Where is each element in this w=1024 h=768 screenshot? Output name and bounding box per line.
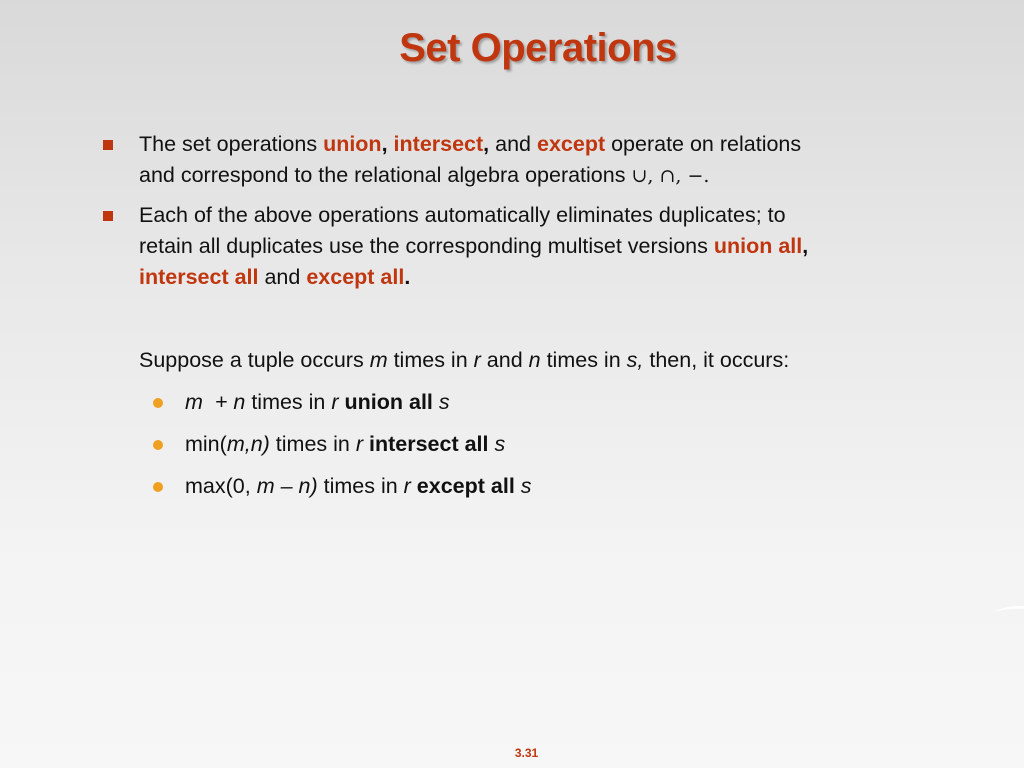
expression: m,n) <box>226 432 270 456</box>
function-name: max(0, <box>185 474 257 498</box>
bullet-2-line-2: retain all duplicates use the corresponding multiset versions <box>139 234 714 258</box>
keyword-union: union <box>323 132 382 156</box>
list-item-union-all <box>185 387 885 417</box>
var-s: s <box>520 474 532 498</box>
operator: intersect all <box>363 432 495 456</box>
comma: , <box>802 234 809 258</box>
period: . <box>404 265 411 289</box>
note-text-part: and <box>480 348 529 372</box>
decorative-swoosh-icon <box>990 603 1024 617</box>
var-s: s <box>494 432 506 456</box>
var-n: n <box>528 348 541 372</box>
bullet-1-line-2: and correspond to the relational algebra operations <box>139 163 632 187</box>
square-bullet-icon <box>103 140 113 150</box>
relational-algebra-symbols: ∪, ∩, −. <box>631 165 710 187</box>
var-r: r <box>473 348 481 372</box>
round-bullet-icon <box>153 482 163 492</box>
var-s: s <box>438 390 450 414</box>
keyword-except-all: except all <box>306 265 405 289</box>
note-text-part: then, it occurs: <box>643 348 790 372</box>
list-item-intersect-all <box>185 429 885 459</box>
note-text-part: times in <box>387 348 474 372</box>
keyword-intersect-all: intersect all <box>139 265 259 289</box>
expression: m – n) <box>256 474 318 498</box>
bullet-1-text-part: operate on relations <box>605 132 802 156</box>
var-s: s, <box>626 348 644 372</box>
page-number: 3.31 <box>514 746 539 760</box>
list-item-text: times in <box>245 390 332 414</box>
var-r: r <box>331 390 339 414</box>
list-item-text: times in <box>269 432 356 456</box>
var-r: r <box>403 474 411 498</box>
var-m: m <box>369 348 388 372</box>
bullet-2-line-1: Each of the above operations automatically eliminates duplicates; to <box>139 203 786 227</box>
note-text-part: Suppose a tuple occurs <box>139 348 370 372</box>
keyword-except: except <box>536 132 606 156</box>
expression: m + n <box>185 390 246 414</box>
function-name: min( <box>185 432 227 456</box>
note-text <box>139 345 969 376</box>
square-bullet-icon <box>103 211 113 221</box>
operator: except all <box>410 474 521 498</box>
operator: union all <box>338 390 439 414</box>
comma: , <box>483 132 490 156</box>
bullet-2-text <box>139 200 969 293</box>
note-text-part: times in <box>540 348 627 372</box>
bullet-1-text <box>139 129 969 192</box>
bullet-1-text-part: The set operations <box>139 132 324 156</box>
bullet-1-text-part: and <box>489 132 537 156</box>
var-r: r <box>355 432 364 456</box>
comma: , <box>381 132 388 156</box>
round-bullet-icon <box>153 398 163 408</box>
keyword-union-all: union all <box>713 234 803 258</box>
round-bullet-icon <box>153 440 163 450</box>
slide-title: Set Operations <box>399 26 677 70</box>
list-item-except-all <box>185 471 885 501</box>
bullet-2-text-part: and <box>258 265 307 289</box>
list-item-text: times in <box>317 474 404 498</box>
keyword-intersect: intersect <box>393 132 484 156</box>
